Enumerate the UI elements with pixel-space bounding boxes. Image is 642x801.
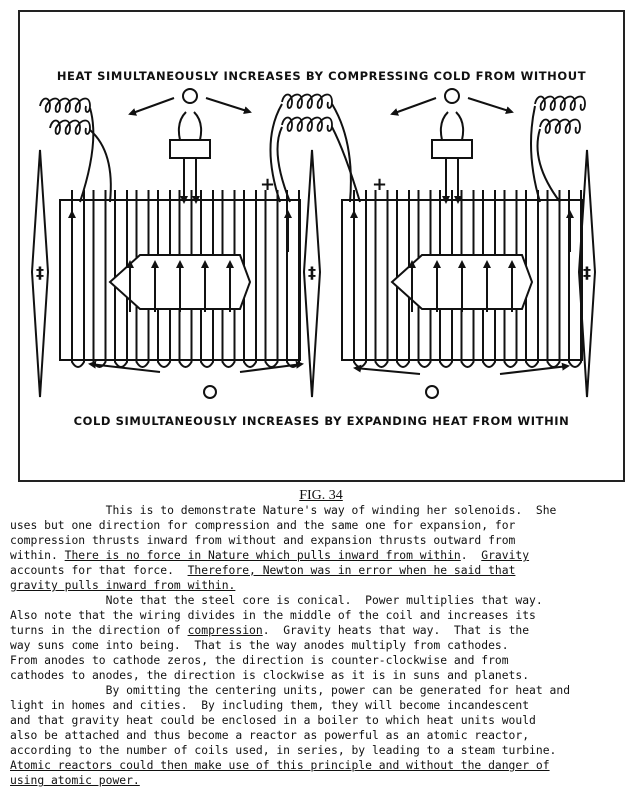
paragraph-2-line-1: Note that the steel core is conical. Power multiplies that way. xyxy=(105,593,543,607)
left-coil-winding xyxy=(94,190,106,367)
underlined-gravity: Gravity xyxy=(481,548,530,562)
middle-lower-spring xyxy=(282,118,332,132)
middle-core-symbol: ‡ xyxy=(308,263,316,282)
paragraph-1-line-3: compression thrusts inward from without and expansion thrusts outward from xyxy=(10,533,516,547)
paragraph-1-line-2: uses but one direction for compression and the same one for expansion, for xyxy=(10,518,516,532)
left-upper-spring xyxy=(40,99,90,113)
right-coil-plus-sign: + xyxy=(372,174,388,195)
bottom-caption: COLD SIMULTANEOUSLY INCREASES BY EXPANDING HEAT FROM WITHIN xyxy=(73,414,570,428)
underlined-newton-claim: Therefore, Newton was in error when he said that xyxy=(187,563,516,577)
paragraph-2-line-2: Also note that the wiring divides in the middle of the coil and increases its xyxy=(10,608,536,622)
middle-spring-wire xyxy=(278,127,291,202)
right-core-symbol: ‡ xyxy=(583,263,591,282)
right-spring-wire xyxy=(538,129,561,202)
left-coil-feed-wires xyxy=(179,112,201,140)
left-coil-winding xyxy=(266,190,278,367)
right-coil-winding xyxy=(548,190,560,367)
right-coil-bottom-circle xyxy=(426,386,438,398)
left-coil-top-circle xyxy=(183,89,197,103)
left-coil-winding xyxy=(72,190,84,367)
right-upper-spring xyxy=(535,97,585,111)
paragraph-3-line-5: according to the number of coils used, in series, by leading to a steam turbine. xyxy=(10,743,557,757)
bottom-arrow-left-inner xyxy=(240,364,302,372)
body-text xyxy=(10,503,634,788)
paragraph-1-line-6: gravity pulls inward from within. xyxy=(10,578,236,592)
left-coil-plus-sign: + xyxy=(260,174,276,195)
paragraph-2-line-3: turns in the direction of compression. Gravity heats that way. That is the xyxy=(10,623,530,637)
right-coil-feed-wires xyxy=(441,112,463,140)
underlined-claim-no-force: There is no force in Nature which pulls inward from within xyxy=(64,548,461,562)
left-lower-spring xyxy=(50,121,90,135)
paragraph-1-line-4: within. There is no force in Nature which pulls inward from within. Gravity xyxy=(10,548,530,562)
right-coil-winding xyxy=(376,190,388,367)
left-core-symbol: ‡ xyxy=(36,263,44,282)
right-coil-top-arrow-left xyxy=(392,98,436,114)
bottom-arrow-right-inner xyxy=(355,368,420,374)
paragraph-3-line-4: also be attached and thus become a reactor as powerful as an atomic reactor, xyxy=(10,728,530,742)
paragraph-3-line-2: light in homes and cities. By including them, they will become incandescent xyxy=(10,698,530,712)
middle-spring-wire xyxy=(332,104,351,202)
right-coil-feed-block xyxy=(432,140,472,158)
right-lower-spring xyxy=(540,120,580,134)
left-coil-feed-block xyxy=(170,140,210,158)
paragraph-2-line-4: way suns come into being. That is the way anodes multiply from cathodes. xyxy=(10,638,509,652)
left-coil-top-arrow-right xyxy=(206,98,250,112)
figure-frame xyxy=(18,10,625,482)
paragraph-1-line-5: accounts for that force. Therefore, Newton was in error when he said that xyxy=(10,563,516,577)
paragraph-1-line-1: This is to demonstrate Nature's way of winding her solenoids. She xyxy=(105,503,557,517)
right-coil-top-circle xyxy=(445,89,459,103)
paragraph-2-line-5: From anodes to cathode zeros, the direction is counter-clockwise and from xyxy=(10,653,509,667)
top-caption: HEAT SIMULTANEOUSLY INCREASES BY COMPRESSING COLD FROM WITHOUT xyxy=(56,69,587,83)
paragraph-3-line-7: using atomic power. xyxy=(10,773,140,787)
paragraph-2-line-6: cathodes to anodes, the direction is clockwise as it is in suns and planets. xyxy=(10,668,530,682)
paragraph-3-line-1: By omitting the centering units, power can be generated for heat and xyxy=(105,683,571,697)
middle-upper-spring xyxy=(282,95,332,109)
underlined-compression: compression xyxy=(187,623,263,637)
paragraph-3-line-6: Atomic reactors could then make use of this principle and without the danger of xyxy=(10,758,550,772)
paragraph-3-line-3: and that gravity heat could be enclosed in a boiler to which heat units would xyxy=(10,713,536,727)
right-coil-top-arrow-right xyxy=(468,98,512,112)
figure-label: FIG. 34 xyxy=(299,488,343,503)
left-coil-top-arrow-left xyxy=(130,98,174,114)
right-coil-winding xyxy=(354,190,366,367)
left-coil-bottom-circle xyxy=(204,386,216,398)
